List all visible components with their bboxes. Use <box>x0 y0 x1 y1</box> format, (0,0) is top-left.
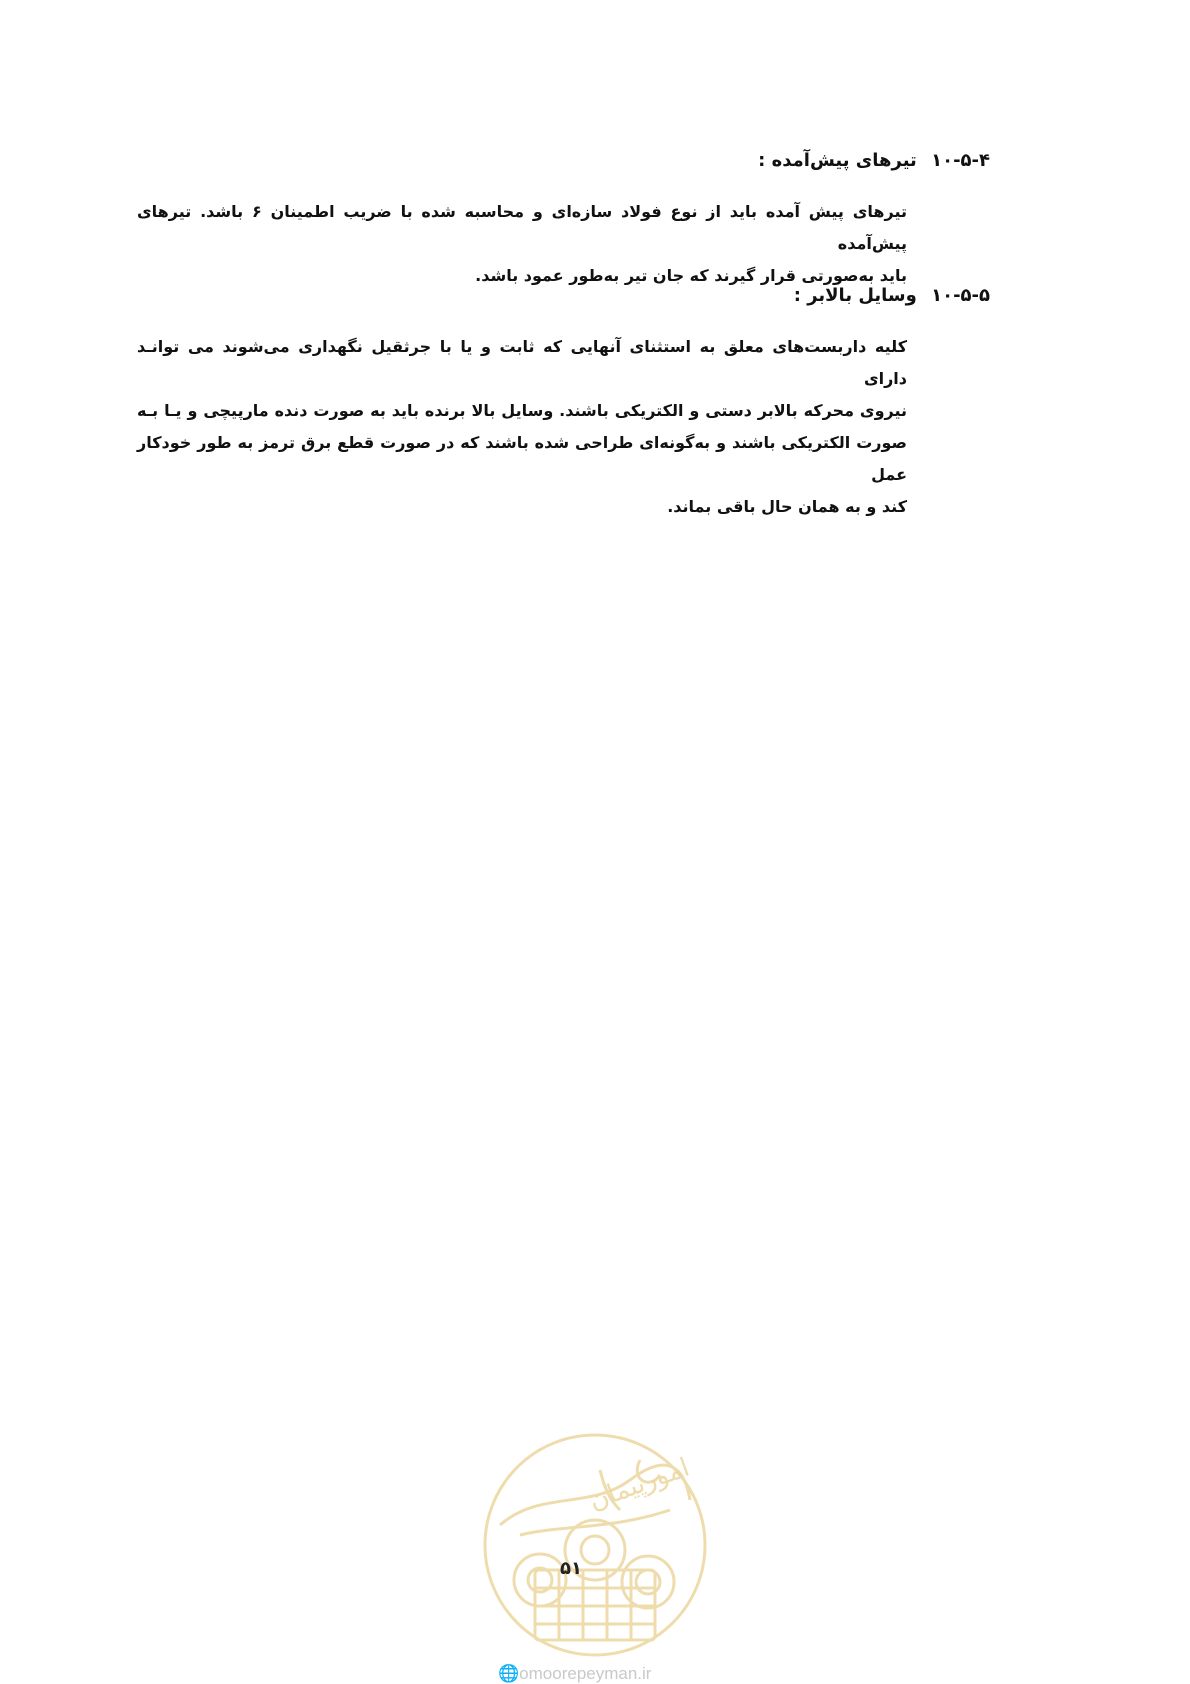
section-title: تیرهای پیش‌آمده : <box>758 150 917 171</box>
section-number: ۱۰-۵-۵ <box>931 285 990 306</box>
watermark-seal-logo <box>480 1430 710 1660</box>
paragraph-line: نیروی محرکه بالابر دستی و الکتریکی باشند. وسایل بالا برنده باید به صورت دنده مارپیچی و یـا بـه <box>137 401 907 420</box>
globe-icon: 🌐 <box>498 1664 520 1683</box>
section-heading-10-5-4 <box>758 150 990 171</box>
watermark-site-text: omoorepeyman.ir <box>519 1664 652 1683</box>
paragraph-line: تیرهای پیش آمده باید از نوع فولاد سازه‌ای و محاسبه شده با ضریب اطمینان ۶ باشد. تیرهای پیش‌آمده <box>137 202 908 253</box>
section-heading-10-5-5 <box>794 285 990 306</box>
section-title: وسایل بالابر : <box>793 285 917 306</box>
section-paragraph-10-5-5 <box>137 331 907 523</box>
section-number: ۱۰-۵-۴ <box>931 150 990 171</box>
paragraph-line: کند و به همان حال باقی بماند. <box>667 497 907 516</box>
paragraph-line: صورت الکتریکی باشند و به‌گونه‌ای طراحی شده باشند که در صورت قطع برق ترمز به طور خودکار عمل <box>137 433 907 484</box>
section-paragraph-10-5-4 <box>137 196 907 292</box>
svg-text:امورپیمان: امورپیمان <box>585 1452 694 1517</box>
paragraph-line: باید به‌صورتی قرار گیرند که جان تیر به‌طور عمود باشد. <box>475 266 907 285</box>
page-number: ۵۱ <box>560 1558 582 1579</box>
paragraph-line: کلیه داربست‌های معلق به استثنای آنهایی که ثابت و یا با جرثقیل نگهداری می‌شوند می توانـد دارای <box>137 337 907 388</box>
watermark-website <box>498 1664 651 1684</box>
